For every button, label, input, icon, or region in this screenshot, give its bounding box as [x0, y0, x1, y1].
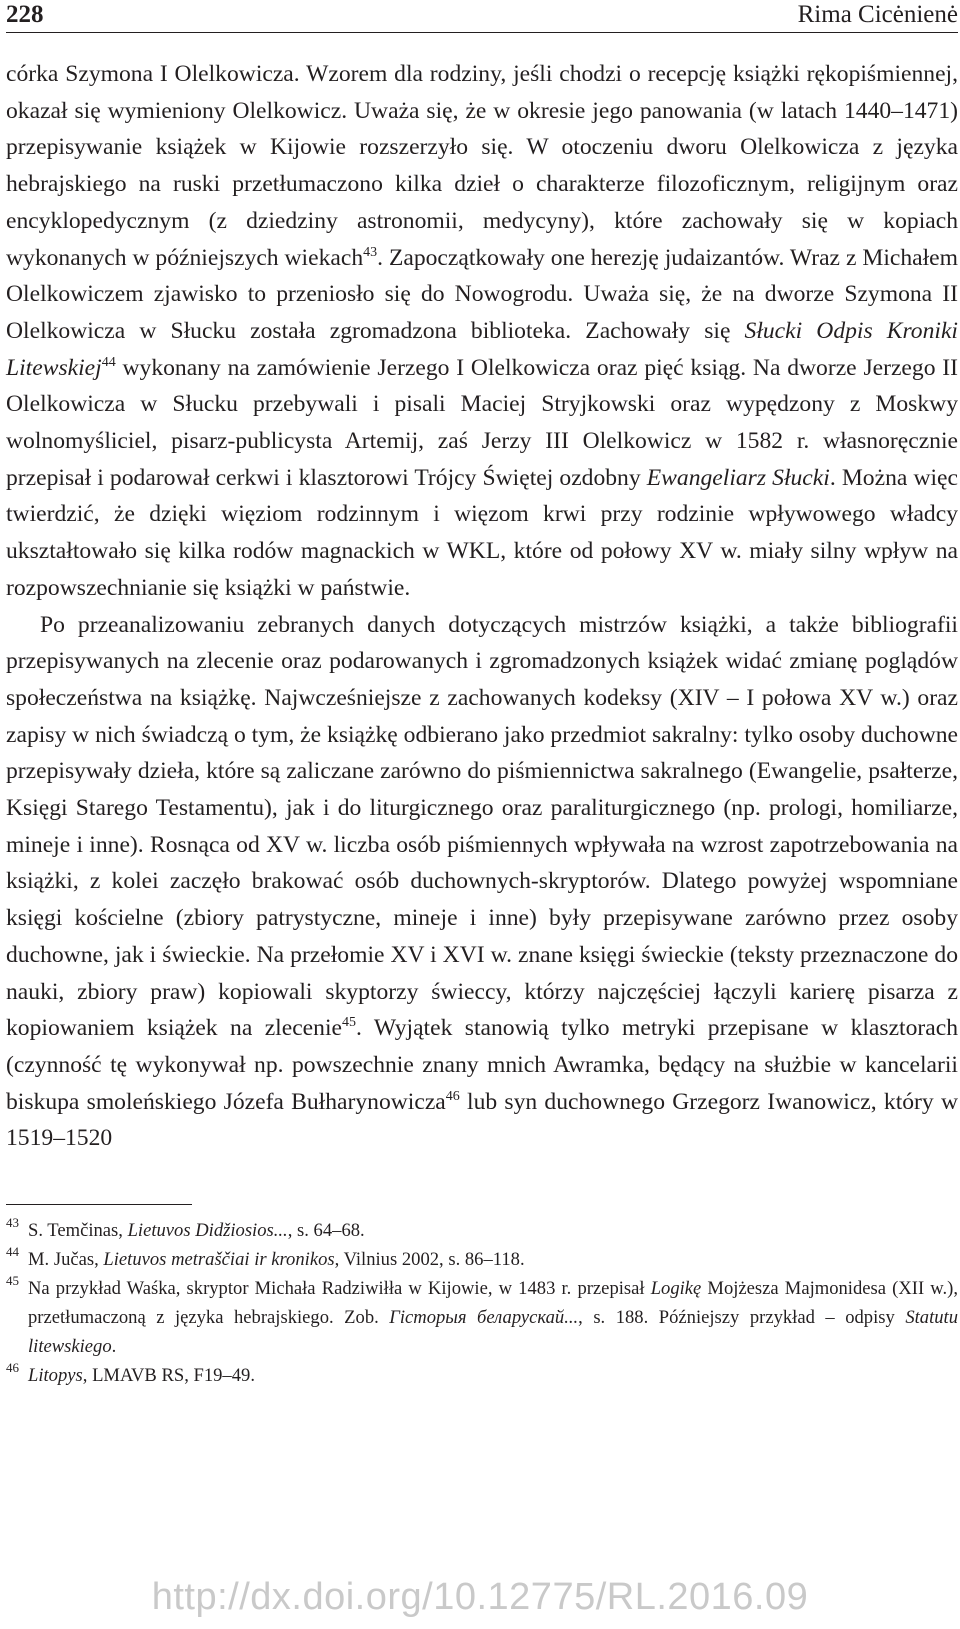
footnote-number: 46	[6, 1360, 19, 1375]
page-number: 228	[6, 1, 44, 28]
paragraph-2	[6, 607, 958, 1158]
paragraph-text: wykonany na zamówienie Jerzego I Olelkowicza oraz pięć ksiąg. Na dworze Jerzego II Olelkowicza w Słucku przebywali i pisali Maciej Stryjkowski oraz wypędzony z Moskwy wolnomyśliciel, pisarz-publicysta Artemij, zaś Jerzy III Olelkowicz w 1582 r. własnoręcznie przepisał i podarował cerkwi i klasztorowi Trójcy Świętej ozdobny	[6, 354, 958, 491]
footnotes	[6, 1216, 958, 1390]
footnote-text: S. Temčinas,	[28, 1220, 128, 1241]
header-rule	[6, 32, 958, 33]
footnote-italic: Statutu litewskiego	[28, 1307, 958, 1357]
footnote-italic: Lietuvos Didžiosios...	[127, 1220, 288, 1241]
footnote-43	[6, 1216, 958, 1245]
footnote-italic: Lietuvos metraščiai ir kronikos	[103, 1249, 335, 1270]
footnote-separator	[6, 1204, 192, 1205]
footnote-text: , LMAVB RS, F19–49.	[82, 1365, 255, 1386]
paragraph-1	[6, 56, 958, 607]
doi-watermark-link[interactable]: http://dx.doi.org/10.12775/RL.2016.09	[151, 1576, 809, 1618]
italic-title: Ewangeliarz Słucki	[646, 464, 830, 491]
footnote-ref-45[interactable]: 45	[341, 1015, 356, 1031]
footnote-text: , s. 64–68.	[287, 1220, 365, 1241]
body-text	[6, 56, 958, 1157]
running-head-author: Rima Cicėnienė	[797, 1, 958, 28]
footnote-italic: Litopys	[28, 1365, 83, 1386]
paragraph-text: lub syn duchownego Grzegorz Iwanowicz, który w 1519–1520	[6, 1088, 958, 1152]
italic-title: Słucki Odpis Kroniki Litewskiej	[6, 317, 958, 381]
footnote-text: .	[111, 1336, 117, 1357]
paragraph-text: . Zapoczątkowały one herezję judaizantów. Wraz z Michałem Olelkowiczem zjawisko to przeniosło się do Nowogrodu. Uważa się, że na dworze Szymona II Olelkowicza w Słucku została zgromadzona biblioteka. Zachowały się	[6, 244, 958, 344]
paragraph-text: Po przeanalizowaniu zebranych danych dotyczących mistrzów książki, a także bibliografii przepisywanych na zlecenie oraz podarowanych i zgromadzonych książek widać zmianę poglądów społeczeństwa na książkę. Najwcześniejsze z zachowanych kodeksy (XIV – I połowa XV w.) oraz zapisy w nich świadczą o tym, że książkę odbierano jako przedmiot sakralny: tylko osoby duchowne przepisywały dzieła, które są zaliczane zarówno do piśmiennictwa sakralnego (Ewangelie, psałterze, Księgi Starego Testamentu), jak i do liturgicznego oraz paraliturgicznego (np. prologi, homiliarze, mineje i inne). Rosnąca od XV w. liczba osób piśmiennych wpływała na wzrost zapotrzebowania na książki, z kolei zaczęło brakować osób duchownych-skryptorów. Dlatego powyżej wspomniane księgi kościelne (zbiory patrystyczne, mineje i inne) były przepisywane zarówno przez osoby duchowne, jak i świeckie. Na przełomie XV i XVI w. znane księgi świeckie (teksty przeznaczone do nauki, zbiory praw) kopiowali skyptorzy świeccy, którzy najczęściej łączyli karierę pisarza z kopiowaniem książek na zlecenie	[6, 611, 958, 1042]
running-header	[6, 0, 958, 34]
footnote-text: M. Jučas,	[28, 1249, 104, 1270]
footnote-number: 43	[6, 1215, 19, 1230]
footnote-text: Mojżesza Majmonidesa (XII w.), przetłumaczoną z języka hebrajskiego. Zob.	[28, 1278, 958, 1328]
footnote-text: Na przykład Waśka, skryptor Michała Radziwiłła w Kijowie, w 1483 r. przepisał	[28, 1278, 651, 1299]
paragraph-text: . Wyjątek stanowią tylko metryki przepisane w klasztorach (czynność tę wykonywał np. powszechnie znany mnich Awramka, będący na służbie w kancelarii biskupa smoleńskiego Józefa Bułharynowicza	[6, 1015, 958, 1115]
footnote-text: , Vilnius 2002, s. 86–118.	[334, 1249, 525, 1270]
footnote-italic: Гiсторыя беларускай...	[389, 1307, 579, 1328]
paragraph-text: . Można więc twierdzić, że dzięki więziom rodzinnym i więzom krwi przy rodzinie wpływowego władcy ukształtowało się kilka rodów magnackich w WKL, które od połowy XV w. miały silny wpływ na rozpowszechnianie się książki w państwie.	[6, 464, 958, 601]
footnote-number: 44	[6, 1244, 19, 1259]
footnote-44	[6, 1245, 958, 1274]
footnote-text: , s. 188. Późniejszy przykład – odpisy	[578, 1307, 906, 1328]
footnote-ref-43[interactable]: 43	[363, 244, 378, 260]
paragraph-text: córka Szymona I Olelkowicza. Wzorem dla rodziny, jeśli chodzi o recepcję książki rękopiśmiennej, okazał się wymieniony Olelkowicz. Uważa się, że w okresie jego panowania (w latach 1440–1471) przepisywanie książek w Kijowie rozszerzyło się. W otoczeniu dworu Olelkowicza z języka hebrajskiego na ruski przetłumaczono kilka dzieł o charakterze filozoficznym, religijnym oraz encyklopedycznym (z dziedziny astronomii, medycyny), które zachowały się w kopiach wykonanych w późniejszych wiekach	[6, 61, 958, 271]
footnote-number: 45	[6, 1273, 19, 1288]
footnote-italic: Logikę	[650, 1278, 702, 1299]
footnote-ref-44[interactable]: 44	[101, 354, 116, 370]
footnote-46	[6, 1361, 958, 1390]
footnote-45	[6, 1274, 958, 1361]
footnote-ref-46[interactable]: 46	[445, 1088, 460, 1104]
